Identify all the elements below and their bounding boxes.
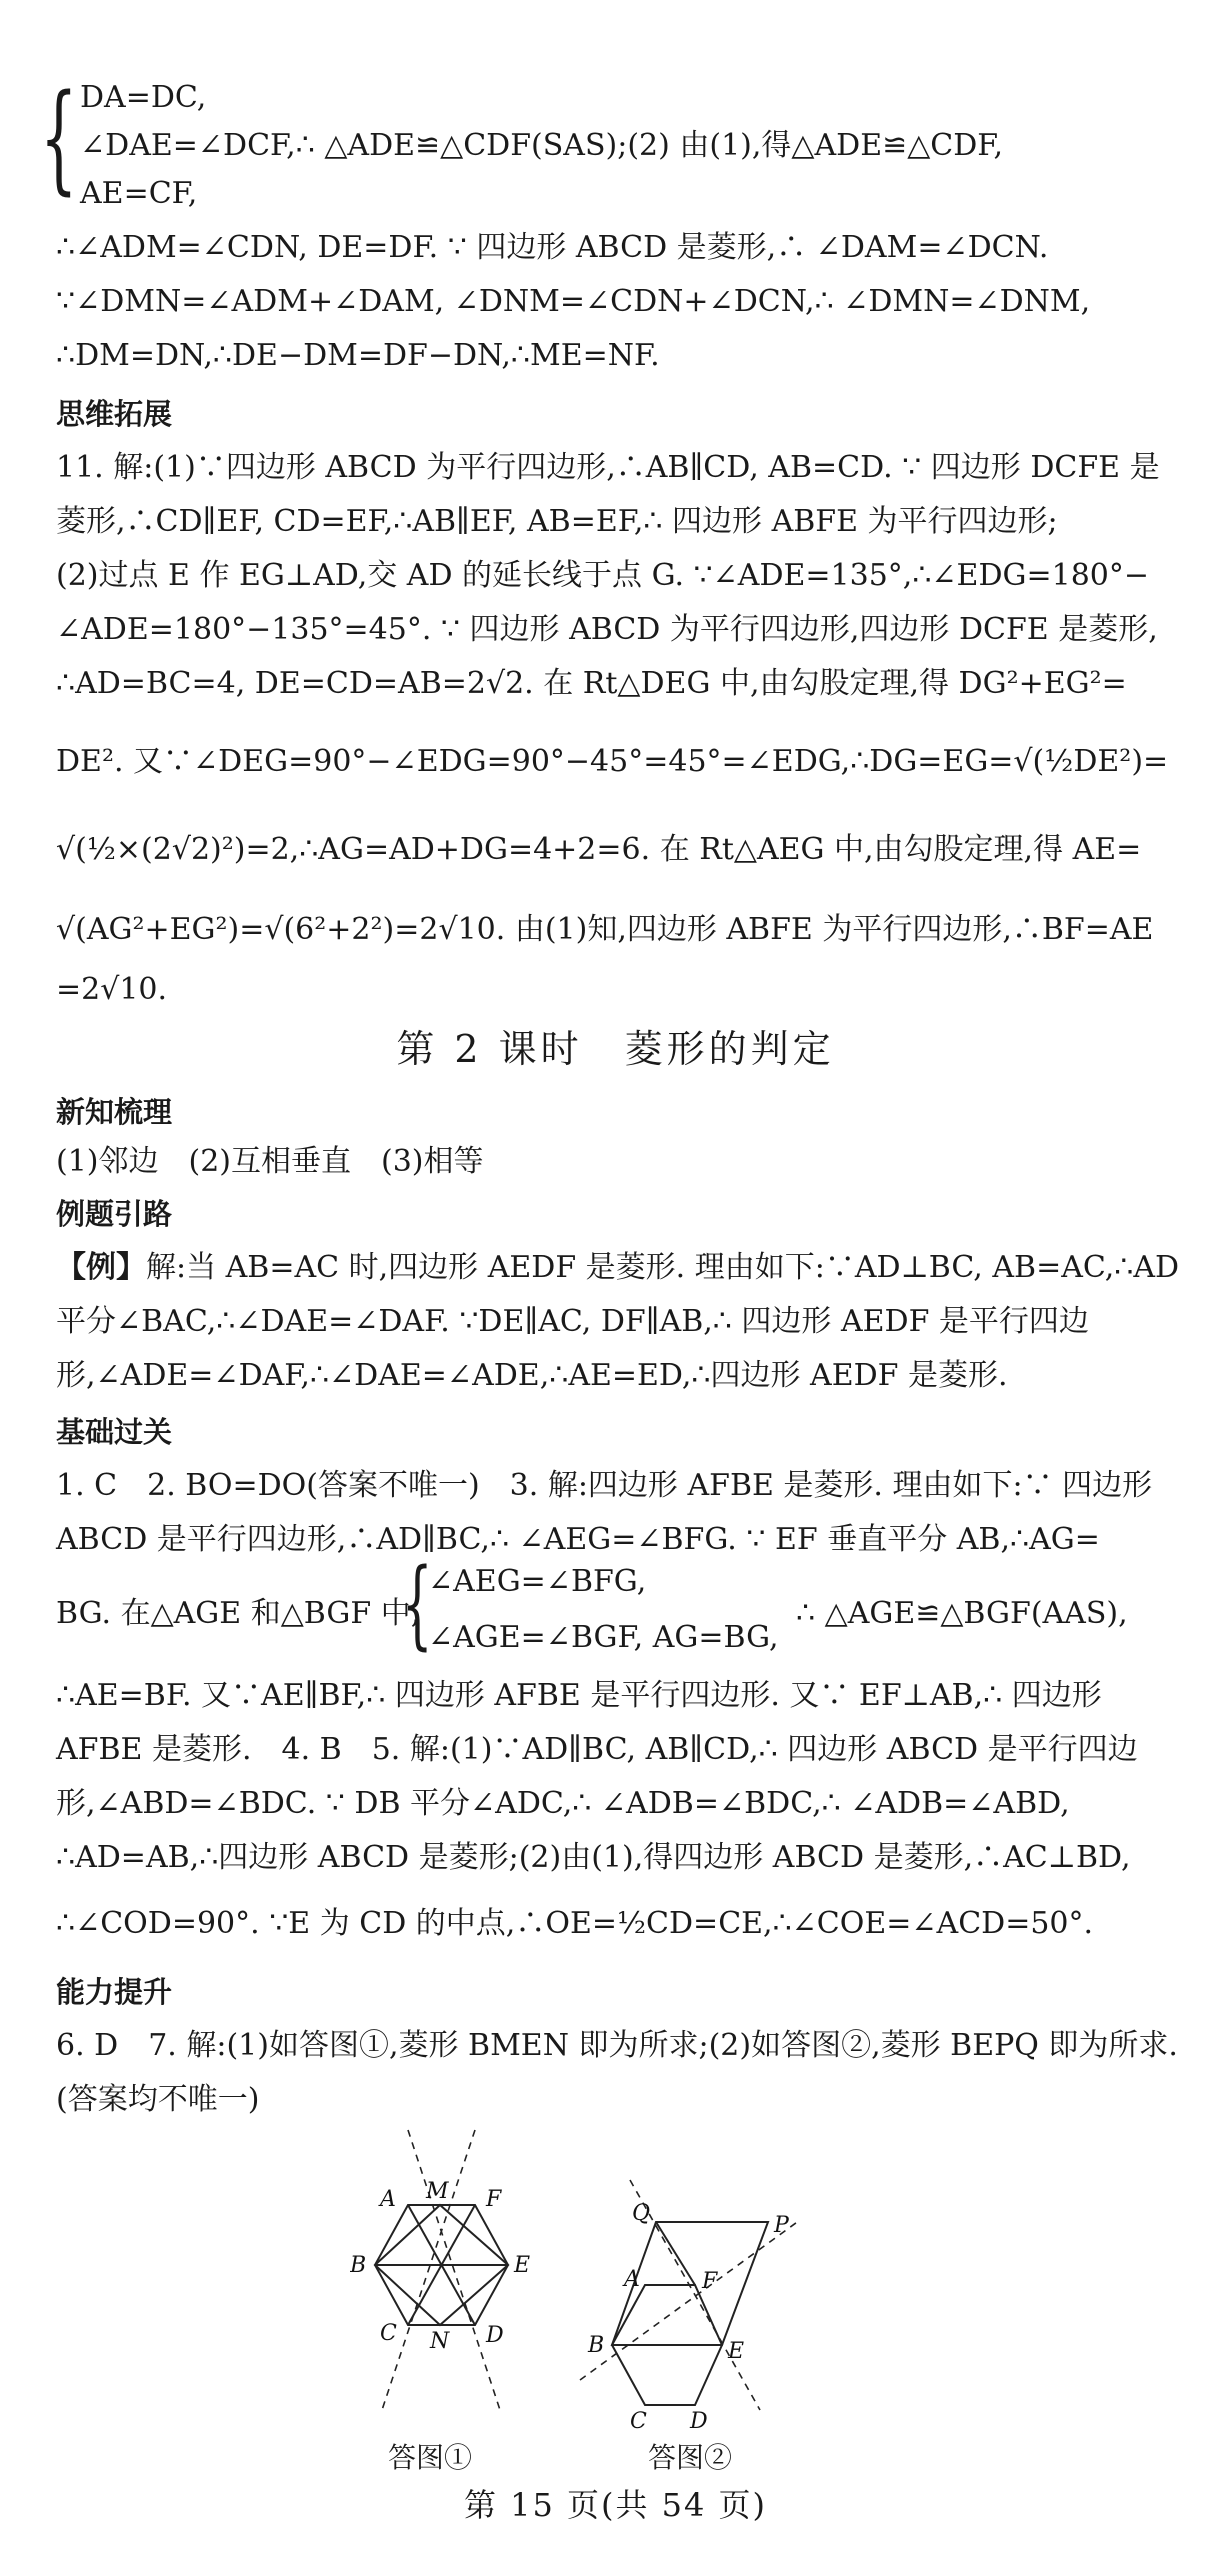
example-line-1 <box>56 1248 1180 1288</box>
example-tag: 【例】 <box>56 1250 146 1285</box>
label-B: B <box>350 2253 367 2278</box>
system-line-1: DA=DC, <box>80 80 207 115</box>
text-line: ∴∠ADM=∠CDN, DE=DF. ∵ 四边形 ABCD 是菱形,∴ ∠DAM=∠DCN. <box>56 230 1049 265</box>
section-heading: 新知梳理 <box>56 1095 173 1129</box>
basic-line: 1. C 2. BO=DO(答案不唯一) 3. 解:四边形 AFBE 是菱形. 理由如下:∵ 四边形 <box>56 1468 1153 1503</box>
basic-line: ∴AE=BF. 又∵AE∥BF,∴ 四边形 AFBE 是平行四边形. 又∵ EF⊥AB,∴ 四边形 <box>56 1678 1102 1713</box>
label-A: A <box>624 2267 640 2292</box>
q11-line: DE². 又∵∠DEG=90°−∠EDG=90°−45°=45°=∠EDG,∴DG=EG=√(½DE²)= <box>56 744 1169 779</box>
example-line: 形,∠ADE=∠DAF,∴∠DAE=∠ADE,∴AE=ED,∴四边形 AEDF 是菱形. <box>56 1358 1008 1393</box>
lesson-title: 第 2 课时 菱形的判定 <box>396 1027 835 1071</box>
system-line-2: ∠DAE=∠DCF,∴ △ADE≌△CDF(SAS);(2) 由(1),得△ADE≌△CDF, <box>80 128 1003 163</box>
label-M: M <box>426 2179 449 2204</box>
section-heading: 例题引路 <box>56 1197 173 1231</box>
example-line: 平分∠BAC,∴∠DAE=∠DAF. ∵DE∥AC, DF∥AB,∴ 四边形 AEDF 是平行四边 <box>56 1304 1089 1339</box>
text-line: ∵∠DMN=∠ADM+∠DAM, ∠DNM=∠CDN+∠DCN,∴ ∠DMN=∠DNM, <box>56 284 1091 319</box>
label-C: C <box>380 2321 397 2346</box>
ability-line: (答案均不唯一) <box>56 2082 260 2117</box>
figure-1-hexagon <box>350 2120 570 2430</box>
label-E: E <box>728 2339 745 2364</box>
label-D: D <box>690 2409 708 2430</box>
label-F: F <box>486 2187 502 2212</box>
label-F: F <box>702 2269 718 2294</box>
q11-line: 11. 解:(1)∵四边形 ABCD 为平行四边形,∴AB∥CD, AB=CD. ∵ 四边形 DCFE 是 <box>56 450 1160 485</box>
q11-line: ∠ADE=180°−135°=45°. ∵ 四边形 ABCD 为平行四边形,四边形 DCFE 是菱形, <box>56 612 1158 647</box>
label-N: N <box>430 2329 450 2354</box>
q11-line: ∴AD=BC=4, DE=CD=AB=2√2. 在 Rt△DEG 中,由勾股定理,得 DG²+EG²= <box>56 666 1127 701</box>
q11-line: √(½×(2√2)²)=2,∴AG=AD+DG=4+2=6. 在 Rt△AEG 中,由勾股定理,得 AE= <box>56 832 1142 867</box>
q11-line: (2)过点 E 作 EG⊥AD,交 AD 的延长线于点 G. ∵∠ADE=135°,∴∠EDG=180°− <box>56 558 1150 593</box>
label-C: C <box>630 2409 647 2430</box>
basic-line: 形,∠ABD=∠BDC. ∵ DB 平分∠ADC,∴ ∠ADB=∠BDC,∴ ∠ADB=∠ABD, <box>56 1786 1070 1821</box>
section-heading: 思维拓展 <box>56 397 173 431</box>
system-eq-2: ∠AGE=∠BGF, AG=BG, <box>428 1620 779 1655</box>
page-footer: 第 15 页(共 54 页) <box>463 2486 768 2524</box>
system-eq-1: ∠AEG=∠BFG, <box>428 1564 647 1599</box>
label-A: A <box>380 2187 396 2212</box>
system-line-3: AE=CF, <box>80 176 198 211</box>
basic-line: ∴∠COD=90°. ∵E 为 CD 的中点,∴OE=½CD=CE,∴∠COE=∠ACD=50°. <box>56 1906 1094 1941</box>
section-heading: 基础过关 <box>56 1415 173 1449</box>
ability-line: 6. D 7. 解:(1)如答图①,菱形 BMEN 即为所求;(2)如答图②,菱形 BEPQ 即为所求. <box>56 2028 1178 2063</box>
q11-line: √(AG²+EG²)=√(6²+2²)=2√10. 由(1)知,四边形 ABFE 为平行四边形,∴BF=AE <box>56 912 1154 947</box>
basic-line: ABCD 是平行四边形,∴AD∥BC,∴ ∠AEG=∠BFG. ∵ EF 垂直平分 AB,∴AG= <box>56 1522 1100 1557</box>
label-D: D <box>486 2323 504 2348</box>
figure-2-caption: 答图② <box>648 2441 733 2474</box>
left-brace: { <box>402 1548 433 1660</box>
q11-line: 菱形,∴CD∥EF, CD=EF,∴AB∥EF, AB=EF,∴ 四边形 ABFE 为平行四边形; <box>56 504 1058 539</box>
text-line: ∴DM=DN,∴DE−DM=DF−DN,∴ME=NF. <box>56 338 660 373</box>
q11-line: =2√10. <box>56 972 168 1007</box>
label-E: E <box>514 2253 531 2278</box>
label-Q: Q <box>632 2201 651 2226</box>
basic-line-3-prefix: BG. 在△AGE 和△BGF 中, <box>56 1596 421 1631</box>
basic-line: AFBE 是菱形. 4. B 5. 解:(1)∵AD∥BC, AB∥CD,∴ 四边形 ABCD 是平行四边 <box>56 1732 1138 1767</box>
xinzhi-answers: (1)邻边 (2)互相垂直 (3)相等 <box>56 1144 484 1179</box>
basic-line: ∴AD=AB,∴四边形 ABCD 是菱形;(2)由(1),得四边形 ABCD 是菱形,∴AC⊥BD, <box>56 1840 1131 1875</box>
label-P: P <box>774 2213 789 2238</box>
label-B: B <box>588 2333 605 2358</box>
example-text: 解:当 AB=AC 时,四边形 AEDF 是菱形. 理由如下:∵AD⊥BC, AB=AC,∴AD <box>146 1250 1180 1285</box>
figure-2-hexagon <box>560 2120 820 2430</box>
left-brace: { <box>40 68 78 206</box>
basic-line-3-suffix: ∴ △AGE≌△BGF(AAS), <box>796 1596 1128 1631</box>
section-heading: 能力提升 <box>56 1975 173 2009</box>
figure-1-caption: 答图① <box>388 2441 473 2474</box>
